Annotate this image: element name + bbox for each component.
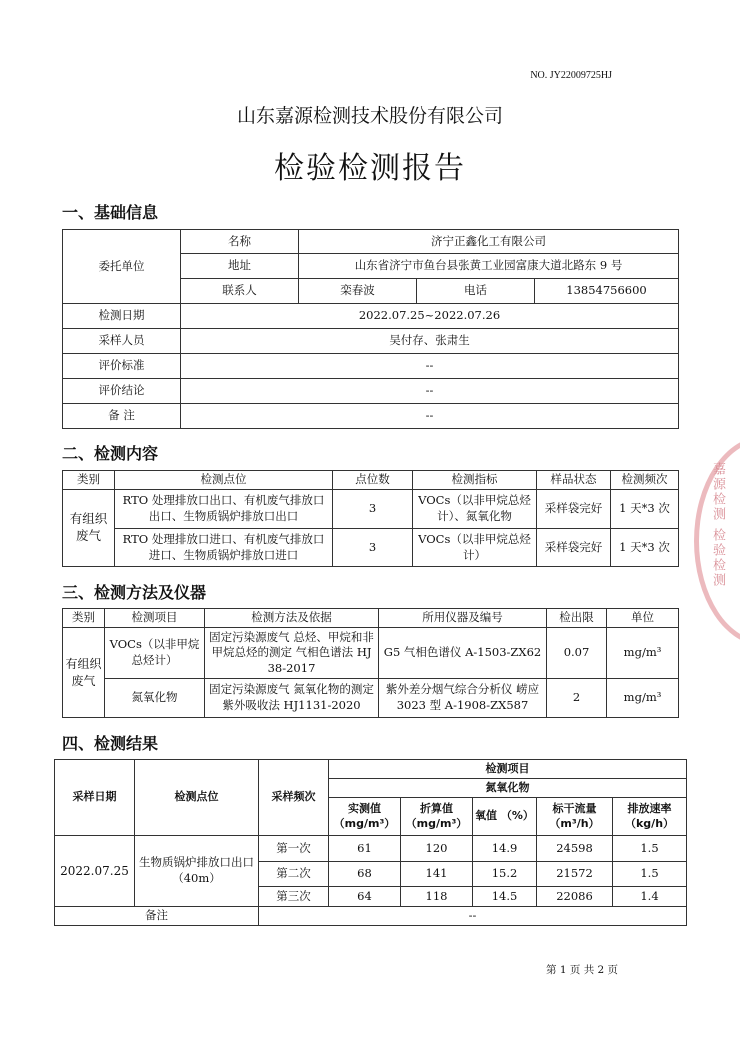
standard-label: 评价标准	[63, 354, 181, 379]
header-frequency: 采样频次	[259, 760, 329, 836]
header-category: 类别	[63, 471, 115, 490]
indicator-cell: VOCs（以非甲烷总烃计）	[413, 529, 537, 567]
name-value: 济宁正鑫化工有限公司	[299, 230, 679, 254]
point-cell: 生物质锅炉排放口出口（40m）	[135, 836, 259, 907]
col-emission-rate: 排放速率 （kg/h）	[613, 798, 687, 836]
table-row	[63, 628, 679, 679]
limit-cell: 2	[547, 679, 607, 718]
col-converted: 折算值 （mg/m³）	[401, 798, 473, 836]
category-cell: 有组织废气	[63, 490, 115, 567]
converted-cell: 141	[401, 862, 473, 887]
results-remark-value: --	[259, 907, 687, 926]
measured-cell: 61	[329, 836, 401, 862]
section-methods-heading: 三、检测方法及仪器	[62, 583, 207, 602]
unit-cell: mg/m³	[607, 628, 679, 679]
converted-cell: 120	[401, 836, 473, 862]
frequency-cell: 第三次	[259, 887, 329, 907]
method-cell: 固定污染源废气 总烃、甲烷和非甲烷总烃的测定 气相色谱法 HJ 38-2017	[205, 628, 379, 679]
contact-value: 栾春波	[299, 279, 417, 304]
measured-cell: 64	[329, 887, 401, 907]
conclusion-value: --	[181, 379, 679, 404]
point-cell: RTO 处理排放口进口、有机废气排放口进口、生物质锅炉排放口进口	[115, 529, 333, 567]
page-number: 第 1 页 共 2 页	[546, 964, 619, 976]
phone-label: 电话	[417, 279, 535, 304]
col-flow: 标干流量 （m³/h）	[537, 798, 613, 836]
test-date-label: 检测日期	[63, 304, 181, 329]
unit-cell: mg/m³	[607, 679, 679, 718]
item-cell: 氮氧化物	[105, 679, 205, 718]
results-table	[54, 759, 687, 926]
address-value: 山东省济宁市鱼台县张黄工业园富康大道北路东 9 号	[299, 254, 679, 279]
header-state: 样品状态	[537, 471, 611, 490]
measured-cell: 68	[329, 862, 401, 887]
header-indicator: 检测指标	[413, 471, 537, 490]
table-row	[63, 679, 679, 718]
rate-cell: 1.5	[613, 836, 687, 862]
results-remark-label: 备注	[55, 907, 259, 926]
report-title: 检验检测报告	[274, 151, 466, 186]
address-label: 地址	[181, 254, 299, 279]
section-basic-info-heading: 一、基础信息	[62, 203, 159, 222]
header-test-point: 检测点位	[135, 760, 259, 836]
frequency-cell: 第二次	[259, 862, 329, 887]
header-method: 检测方法及依据	[205, 609, 379, 628]
header-category: 类别	[63, 609, 105, 628]
header-limit: 检出限	[547, 609, 607, 628]
frequency-cell: 第一次	[259, 836, 329, 862]
phone-value: 13854756600	[535, 279, 679, 304]
remark-label: 备 注	[63, 404, 181, 429]
standard-value: --	[181, 354, 679, 379]
basic-info-table	[62, 229, 679, 429]
header-sample-date: 采样日期	[55, 760, 135, 836]
col-measured: 实测值 （mg/m³）	[329, 798, 401, 836]
seal-text: 嘉源检测 检验检测	[710, 462, 725, 589]
point-cell: RTO 处理排放口出口、有机废气排放口出口、生物质锅炉排放口出口	[115, 490, 333, 529]
header-unit: 单位	[607, 609, 679, 628]
rate-cell: 1.5	[613, 862, 687, 887]
rate-cell: 1.4	[613, 887, 687, 907]
contact-label: 联系人	[181, 279, 299, 304]
col-oxygen: 氧值 （%）	[473, 798, 537, 836]
header-test-item: 检测项目	[329, 760, 687, 779]
test-date-value: 2022.07.25~2022.07.26	[181, 304, 679, 329]
header-frequency: 检测频次	[611, 471, 679, 490]
sampler-label: 采样人员	[63, 329, 181, 354]
methods-table	[62, 608, 679, 718]
conclusion-label: 评价结论	[63, 379, 181, 404]
oxygen-cell: 14.9	[473, 836, 537, 862]
oxygen-cell: 14.5	[473, 887, 537, 907]
section-test-content-heading: 二、检测内容	[62, 444, 159, 463]
sampler-value: 吴付存、张肃生	[181, 329, 679, 354]
count-cell: 3	[333, 490, 413, 529]
header-count: 点位数	[333, 471, 413, 490]
client-label: 委托单位	[63, 230, 181, 304]
name-label: 名称	[181, 230, 299, 254]
frequency-cell: 1 天*3 次	[611, 490, 679, 529]
section-results-heading: 四、检测结果	[62, 734, 159, 753]
category-cell: 有组织废气	[63, 628, 105, 718]
flow-cell: 22086	[537, 887, 613, 907]
header-instrument: 所用仪器及编号	[379, 609, 547, 628]
count-cell: 3	[333, 529, 413, 567]
report-number: NO. JY22009725HJ	[530, 70, 612, 81]
item-cell: VOCs（以非甲烷总烃计）	[105, 628, 205, 679]
test-content-table	[62, 470, 679, 567]
table-row	[63, 490, 679, 529]
header-nox: 氮氧化物	[329, 779, 687, 798]
flow-cell: 24598	[537, 836, 613, 862]
header-point: 检测点位	[115, 471, 333, 490]
remark-value: --	[181, 404, 679, 429]
company-name: 山东嘉源检测技术股份有限公司	[236, 105, 503, 127]
limit-cell: 0.07	[547, 628, 607, 679]
oxygen-cell: 15.2	[473, 862, 537, 887]
converted-cell: 118	[401, 887, 473, 907]
header-item: 检测项目	[105, 609, 205, 628]
state-cell: 采样袋完好	[537, 490, 611, 529]
instrument-cell: 紫外差分烟气综合分析仪 崂应 3023 型 A-1908-ZX587	[379, 679, 547, 718]
frequency-cell: 1 天*3 次	[611, 529, 679, 567]
indicator-cell: VOCs（以非甲烷总烃计）、氮氧化物	[413, 490, 537, 529]
flow-cell: 21572	[537, 862, 613, 887]
table-row	[63, 529, 679, 567]
method-cell: 固定污染源废气 氮氧化物的测定 紫外吸收法 HJ1131-2020	[205, 679, 379, 718]
state-cell: 采样袋完好	[537, 529, 611, 567]
date-cell: 2022.07.25	[55, 836, 135, 907]
table-row	[55, 836, 687, 862]
instrument-cell: G5 气相色谱仪 A-1503-ZX62	[379, 628, 547, 679]
